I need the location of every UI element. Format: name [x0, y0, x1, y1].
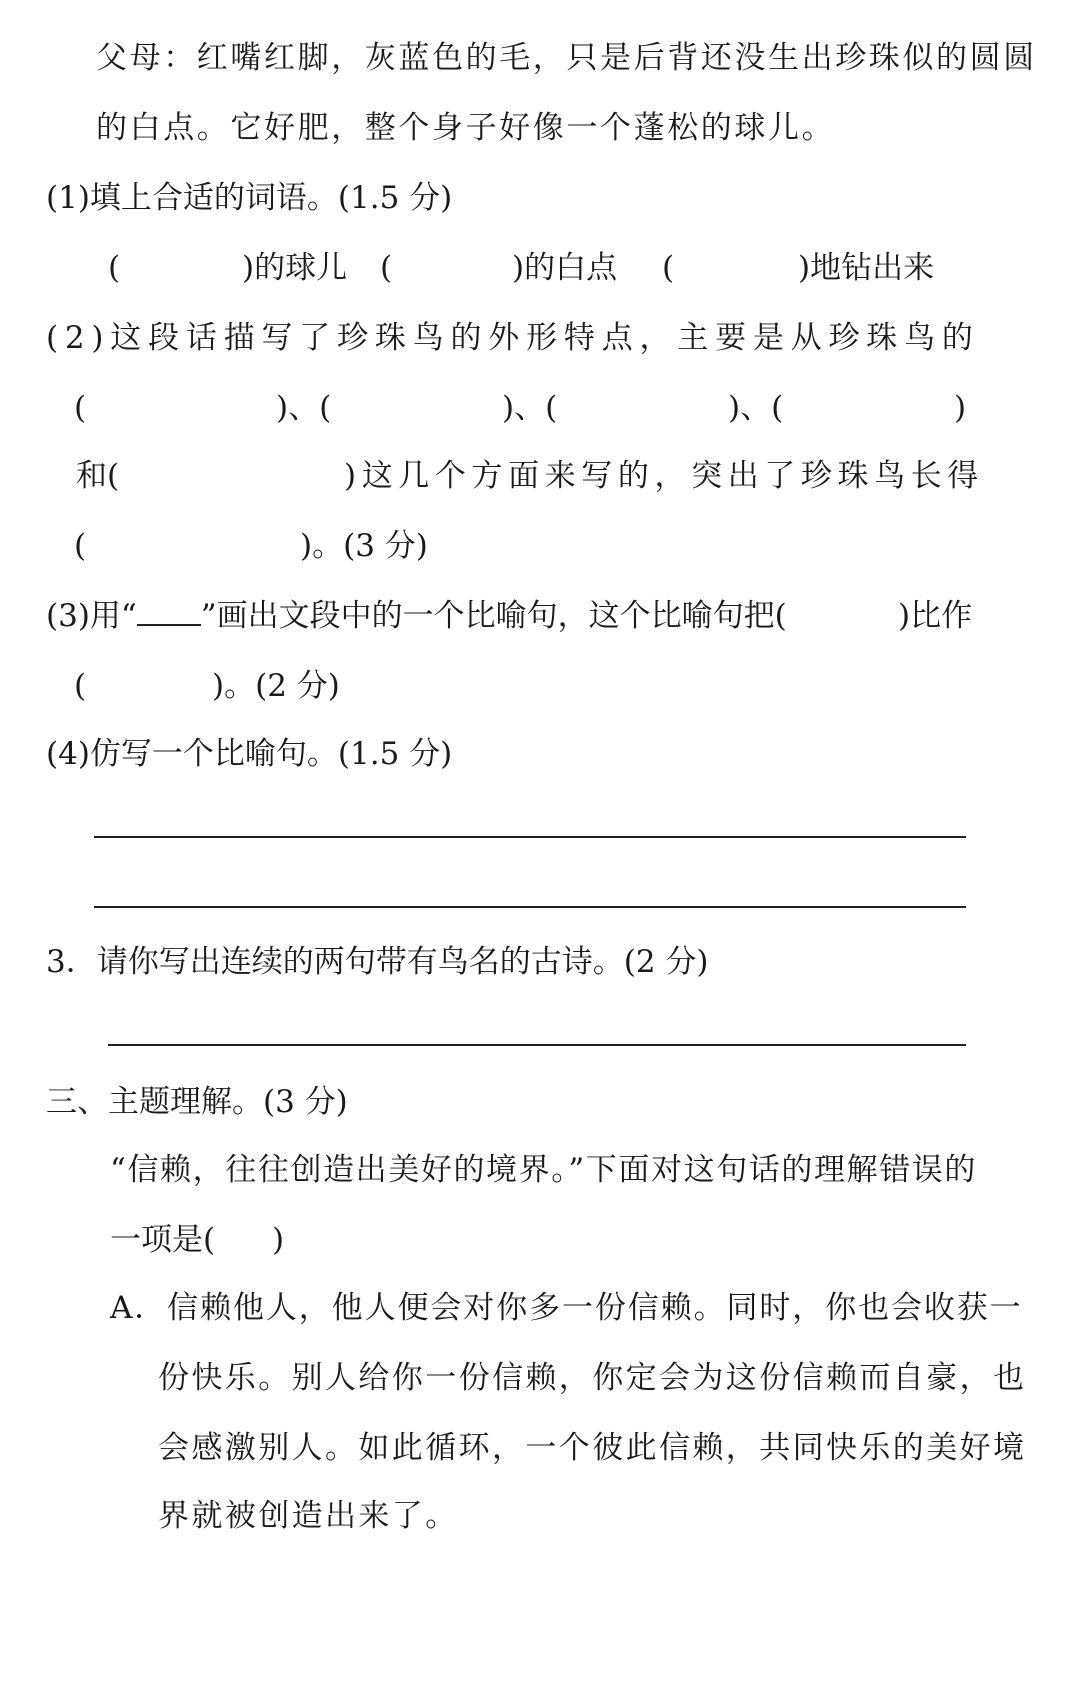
item3-answer-line[interactable] — [108, 1044, 966, 1046]
section3-stem-line-2a: 一项是( — [110, 1222, 216, 1258]
q3-line-2-open: ( — [74, 668, 87, 704]
q1-blank-2-text: )的白点 — [512, 250, 618, 286]
option-a-line-3: 会感激别人。如此循环，一个彼此信赖，共同快乐的美好境 — [158, 1430, 1027, 1466]
q2-blank-open: ( — [74, 390, 87, 426]
q2-he: 和( — [76, 458, 120, 494]
q2-line-1: (2)这段话描写了珍珠鸟的外形特点，主要是从珍珠鸟的 — [46, 320, 980, 356]
q1-blank-1-text: )的球儿 — [242, 250, 348, 286]
option-a-line-1: A．信赖他人，他人便会对你多一份信赖。同时，你也会收获一 — [110, 1290, 1023, 1326]
passage-line-2: 的白点。它好肥，整个身子好像一个蓬松的球儿。 — [96, 110, 836, 146]
q3-line-1 — [46, 596, 787, 636]
q1-blank-1-open: ( — [108, 250, 121, 286]
q1-blank-3-open: ( — [662, 250, 675, 286]
q3-underline-mark — [137, 596, 201, 626]
q1-blank-2-open: ( — [380, 250, 393, 286]
q3-line-2-close: )。(2 分) — [212, 668, 340, 704]
q1-title: (1)填上合适的词语。(1.5 分) — [46, 180, 453, 216]
q2-sep-3: )、( — [728, 390, 784, 426]
q3-part-1: (3)用“ — [46, 598, 137, 634]
q2-line-4-open: ( — [74, 528, 87, 564]
q2-line-4-close: )。(3 分) — [300, 528, 428, 564]
option-a-line-4: 界就被创造出来了。 — [158, 1498, 459, 1534]
section3-stem-line-2b: ) — [272, 1222, 285, 1258]
q3-part-3: )比作 — [898, 598, 973, 634]
q4-title: (4)仿写一个比喻句。(1.5 分) — [46, 736, 453, 772]
q3-part-2: ”画出文段中的一个比喻句，这个比喻句把( — [200, 598, 787, 634]
q2-sep-2: )、( — [502, 390, 558, 426]
q4-answer-line-1[interactable] — [94, 836, 966, 838]
q2-line-3-rest: )这几个方面来写的，突出了珍珠鸟长得 — [344, 458, 984, 494]
q2-sep-1: )、( — [276, 390, 332, 426]
section3-stem-line-1: “信赖，往往创造出美好的境界。”下面对这句话的理解错误的 — [110, 1152, 977, 1188]
section3-heading: 三、主题理解。(3 分) — [46, 1084, 348, 1120]
passage-line-1: 父母：红嘴红脚，灰蓝色的毛，只是后背还没生出珍珠似的圆圆 — [96, 40, 1037, 76]
q1-blank-3-text: )地钻出来 — [798, 250, 935, 286]
q2-sep-4: ) — [954, 390, 967, 426]
q4-answer-line-2[interactable] — [94, 906, 966, 908]
item3-title: 3．请你写出连续的两句带有鸟名的古诗。(2 分) — [46, 944, 709, 980]
option-a-line-2: 份快乐。别人给你一份信赖，你定会为这份信赖而自豪，也 — [158, 1360, 1027, 1396]
